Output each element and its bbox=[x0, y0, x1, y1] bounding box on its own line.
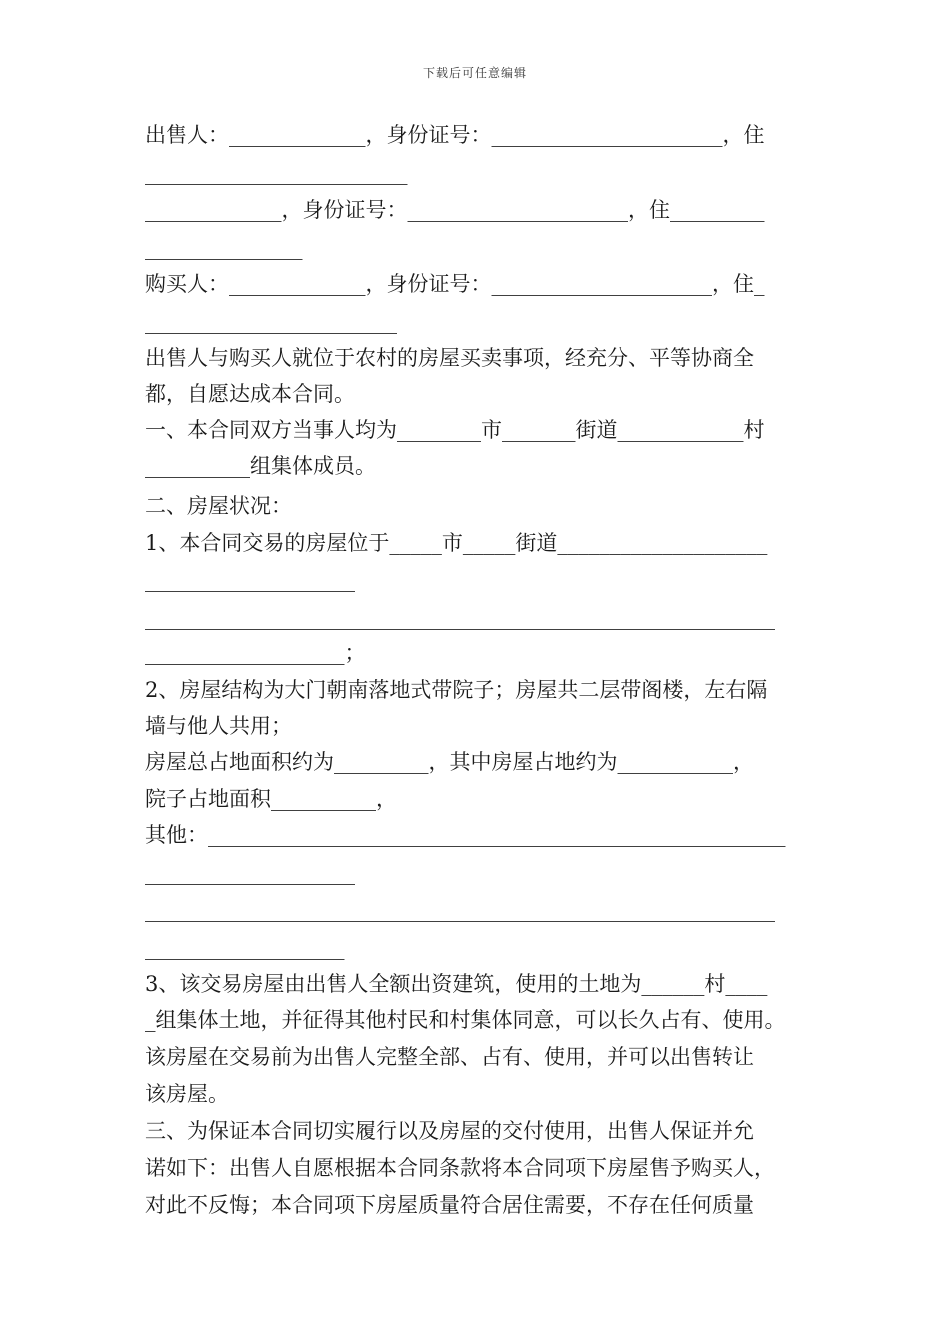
text-line: 该房屋。 bbox=[145, 1082, 229, 1106]
page-header: 下载后可任意编辑 bbox=[422, 66, 527, 80]
text-line: 出售人与购买人就位于农村的房屋买卖事项，经充分、平等协商全 bbox=[145, 346, 754, 370]
text-line: _组集体土地，并征得其他村民和村集体同意，可以长久占有、使用。 bbox=[145, 1008, 786, 1032]
text-line: 1、本合同交易的房屋位于_____市_____街道____________________ bbox=[145, 531, 768, 555]
text-line: 对此不反悔；本合同项下房屋质量符合居住需要，不存在任何质量 bbox=[145, 1193, 754, 1217]
text-line: _______________ bbox=[145, 236, 303, 260]
text-line: 出售人：_____________，身份证号：______________________，住 bbox=[145, 123, 765, 147]
text-line: __________组集体成员。 bbox=[145, 454, 376, 478]
text-line: 2、房屋结构为大门朝南落地式带院子；房屋共二层带阁楼，左右隔 bbox=[145, 678, 768, 702]
text-line: 诺如下：出售人自愿根据本合同条款将本合同项下房屋售予购买人， bbox=[145, 1156, 775, 1180]
text-line: _____________，身份证号：_____________________，住_________ bbox=[145, 198, 765, 222]
text-line: ___________________ bbox=[145, 936, 345, 960]
text-line: 3、该交易房屋由出售人全额出资建筑，使用的土地为______村____ bbox=[145, 972, 768, 996]
text-line: ____________________________________________________________ bbox=[145, 606, 775, 630]
text-line: 二、房屋状况： bbox=[145, 494, 292, 518]
text-line: ____________________________________________________________ bbox=[145, 898, 775, 922]
text-line: 该房屋在交易前为出售人完整全部、占有、使用，并可以出售转让 bbox=[145, 1045, 754, 1069]
text-line: 院子占地面积__________， bbox=[145, 787, 397, 811]
text-line: 都，自愿达成本合同。 bbox=[145, 382, 355, 406]
text-line: ________________________ bbox=[145, 310, 397, 334]
text-line: ___________________； bbox=[145, 641, 366, 665]
text-line: 购买人：_____________，身份证号：_____________________，住_ bbox=[145, 272, 765, 296]
text-line: 房屋总占地面积约为_________，其中房屋占地约为___________， bbox=[145, 750, 754, 774]
text-line: _________________________ bbox=[145, 161, 408, 185]
text-line: 墙与他人共用； bbox=[145, 714, 292, 738]
text-line: 一、本合同双方当事人均为________市_______街道____________村 bbox=[145, 418, 765, 442]
text-line: 其他：_______________________________________________________ bbox=[145, 823, 786, 847]
text-line: ____________________ bbox=[145, 568, 355, 592]
text-line: ____________________ bbox=[145, 861, 355, 885]
text-line: 三、为保证本合同切实履行以及房屋的交付使用，出售人保证并允 bbox=[145, 1119, 754, 1143]
